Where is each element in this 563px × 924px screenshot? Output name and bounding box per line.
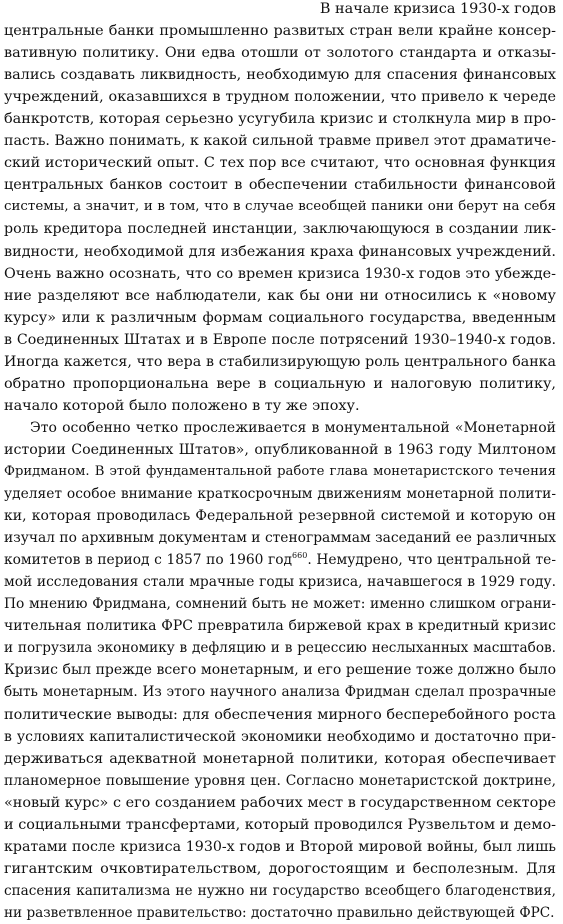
text-line-content: вативную политику. Они едва отошли от золотого стандарта и отказы- (4, 45, 556, 62)
text-line-content: держиваться адекватной монетарной политики, которая обеспечивает (4, 750, 556, 767)
text-line-content: ние разделяют все наблюдатели, как бы они ни относились к «новому (4, 287, 556, 304)
text-line-content: «новый курс» с его созданием рабочих мест в государственном секторе (4, 794, 556, 811)
text-line-content: спасения капитализма не нужно ни государство всеобщего благоденствия, (4, 882, 556, 899)
text-line (4, 483, 556, 505)
text-line (4, 593, 556, 615)
text-line-content: в Соединенных Штатах и в Европе после потрясений 1930–1940-х годов. (4, 331, 556, 348)
text-line (4, 285, 556, 307)
text-line-content: гигантским очковтирательством, дорогостоящим и бесполезным. Для (4, 860, 556, 877)
text-line-content: Очень важно осознать, что со времен кризиса 1930-х годов это убежде- (4, 265, 556, 282)
text-line-content: Это особенно четко прослеживается в монументальной «Монетарной (30, 419, 556, 436)
text-line-content: роль кредитора последней инстанции, заключающуюся в создании лик- (4, 221, 556, 238)
text-line (4, 152, 556, 174)
text-line (4, 439, 556, 461)
text-line (4, 461, 556, 483)
text-line-content: Фридманом. В этой фундаментальной работе глава монетаристского течения (4, 463, 556, 479)
text-line (4, 42, 556, 64)
text-line (4, 858, 556, 880)
text-line-content: чительная политика ФРС превратила биржевой крах в кредитный кризис (4, 618, 556, 635)
text-line (4, 527, 556, 549)
text-line-content: системы, а значит, и в том, что в случае всеобщей паники они берут на себя (4, 199, 556, 215)
text-line-content: уделяет особое внимание краткосрочным движениям монетарной полити- (4, 486, 556, 503)
text-line (4, 351, 556, 373)
text-line-content: комитетов в период с 1857 по 1960 год (4, 552, 293, 569)
text-line-content: кратами после кризиса 1930-х годов и Второй мировой войны, был лишь (4, 838, 556, 855)
text-line (4, 571, 556, 593)
text-line-content: пасть. Важно понимать, к какой сильной травме привел этот драматиче- (4, 133, 556, 150)
text-line (4, 726, 556, 748)
text-line (4, 174, 556, 196)
text-line (4, 880, 556, 902)
text-line-content: ни разветвленное правительство: достаточно правильно действующей ФРС. (4, 904, 555, 921)
text-line (4, 86, 556, 108)
text-line-content: истории Соединенных Штатов», опубликованной в 1963 году Милтоном (4, 441, 556, 458)
text-line (4, 681, 556, 703)
text-line-content: Иногда кажется, что вера в стабилизирующую роль центрального банка (4, 353, 556, 370)
text-line (4, 748, 556, 770)
text-line-content: и погрузила экономику в дефляцию и в рецессию неслыханных масштабов. (4, 640, 556, 657)
text-line-content: вались создавать ликвидность, необходимую для спасения финансовых (4, 67, 556, 84)
text-line-content: Кризис был прежде всего монетарным, и его решение тоже должно было (4, 662, 556, 679)
text-line (4, 615, 556, 637)
text-line-content: видности, необходимой для избежания краха финансовых учреждений. (4, 243, 556, 260)
text-line (4, 263, 556, 285)
text-line-content: обратно пропорциональна вере в социальную и налоговую политику, (4, 375, 556, 392)
text-line-content: мой исследования стали мрачные годы кризиса, начавшегося в 1929 году. (4, 574, 556, 591)
text-line-content: В начале кризиса 1930-х годов (319, 1, 556, 17)
text-line-content: начало которой было положено в ту же эпоху. (4, 397, 360, 414)
footnote-reference: 660 (292, 551, 308, 561)
text-line (4, 395, 556, 417)
text-line-content: ский исторический опыт. С тех пор все считают, что основная функция (4, 155, 556, 172)
text-line-content: центральных банков состоит в обеспечении стабильности финансовой (4, 177, 556, 194)
text-line (4, 637, 556, 659)
text-line (4, 241, 556, 263)
text-line (4, 196, 556, 218)
text-line (4, 792, 556, 814)
text-line (4, 902, 556, 924)
text-line (4, 0, 556, 20)
text-line (4, 218, 556, 240)
text-line-content: и социальными трансфертами, который проводился Рузвельтом и демо- (4, 816, 556, 833)
text-line (4, 549, 556, 571)
text-line-continuation: . Немудрено, что центральной те- (307, 552, 556, 569)
text-line-content: ки, которая проводилась Федеральной резервной системой и которую он (4, 508, 556, 525)
text-line-content: в условиях капиталистической экономики необходимо и достаточно при- (4, 728, 556, 745)
text-line (4, 108, 556, 130)
text-line (4, 373, 556, 395)
text-line (4, 505, 556, 527)
text-line-content: планомерное повышение уровня цен. Согласно монетаристской доктрине, (4, 772, 556, 789)
text-line-content: изучал по архивным документам и стенограммам заседаний ее различных (4, 530, 556, 547)
text-line-content: центральные банки промышленно развитых стран вели крайне консер- (4, 23, 556, 40)
text-line (4, 704, 556, 726)
text-line (4, 20, 556, 42)
text-line (4, 814, 556, 836)
text-line-content: курсу» или к различным формам социального государства, введенным (4, 309, 556, 326)
text-line (4, 64, 556, 86)
text-line (4, 770, 556, 792)
text-line-content: учреждений, оказавшихся в трудном положении, что привело к череде (4, 89, 556, 106)
text-line (4, 659, 556, 681)
text-line-content: быть монетарным. Из этого научного анализа Фридман сделал прозрачные (4, 684, 556, 701)
body-text (4, 0, 556, 924)
text-line (4, 130, 556, 152)
text-line-content: политические выводы: для обеспечения мирного бесперебойного роста (4, 706, 556, 723)
text-line (4, 417, 556, 439)
text-line (4, 329, 556, 351)
text-line (4, 307, 556, 329)
text-line-content: По мнению Фридмана, сомнений быть не может: именно слишком ограни- (4, 596, 556, 613)
text-line-content: банкротств, которая серьезно усугубила кризис и столкнула мир в про- (4, 111, 556, 128)
